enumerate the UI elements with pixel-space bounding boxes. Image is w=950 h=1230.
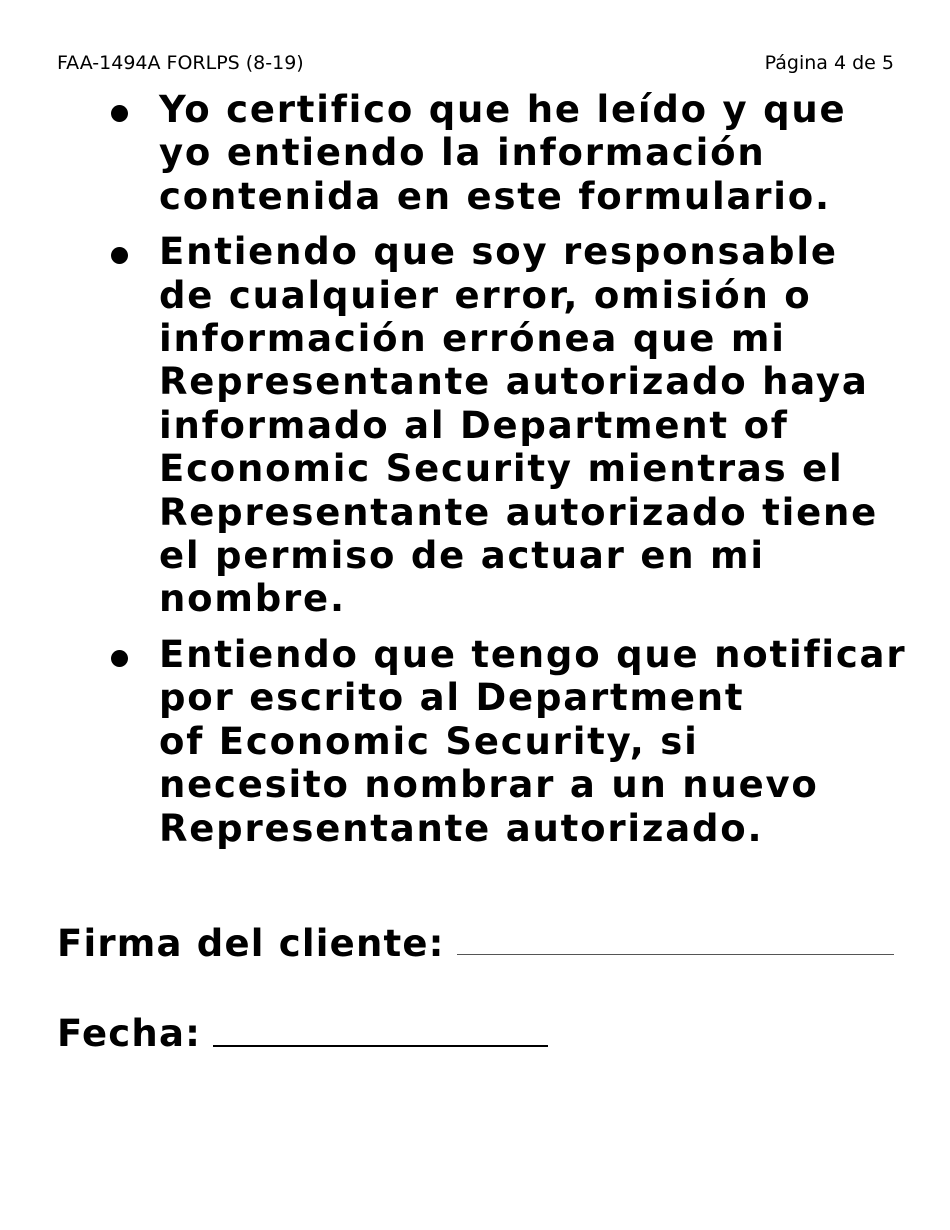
certification-list — [0, 88, 950, 862]
certification-text-line: información errónea que mi — [159, 317, 786, 361]
certification-text-line: el permiso de actuar en mi — [159, 534, 765, 578]
client-signature-label: Firma del cliente: — [57, 922, 445, 965]
bullet-icon — [111, 247, 128, 264]
certification-text-line: Yo certifico que he leído y que — [159, 88, 847, 131]
bullet-icon — [111, 105, 128, 122]
certification-text-line: nombre. — [159, 577, 346, 621]
page-number: Página 4 de 5 — [764, 52, 894, 74]
client-signature-field[interactable] — [457, 954, 894, 955]
certification-text-line: of Economic Security, si — [159, 719, 699, 763]
bullet-icon — [111, 650, 128, 667]
certification-text-line: Representante autorizado tiene — [159, 490, 879, 534]
date-field[interactable] — [213, 1045, 548, 1047]
page-header — [57, 52, 894, 74]
certification-text-line: Entiendo que tengo que notificar — [159, 632, 907, 676]
form-id: FAA-1494A FORLPS (8-19) — [57, 52, 304, 74]
client-signature-row — [57, 922, 894, 965]
certification-text-line: Economic Security mientras el — [159, 447, 844, 491]
certification-text-line: Representante autorizado. — [159, 806, 764, 850]
certification-item — [0, 88, 950, 218]
certification-text-line: necesito nombrar a un nuevo — [159, 763, 819, 807]
certification-text-line: Representante autorizado haya — [159, 360, 869, 404]
certification-item — [0, 230, 950, 621]
certification-text-line: yo entiendo la información — [159, 131, 766, 175]
certification-text-line: Entiendo que soy responsable — [159, 230, 838, 274]
date-label: Fecha: — [57, 1012, 202, 1055]
certification-text-line: informado al Department of — [159, 403, 789, 447]
certification-text-line: de cualquier error, omisión o — [159, 273, 812, 317]
date-row — [57, 1012, 548, 1055]
certification-text-line: por escrito al Department — [159, 676, 745, 720]
certification-text-line: contenida en este formulario. — [159, 174, 831, 218]
certification-item — [0, 633, 950, 850]
